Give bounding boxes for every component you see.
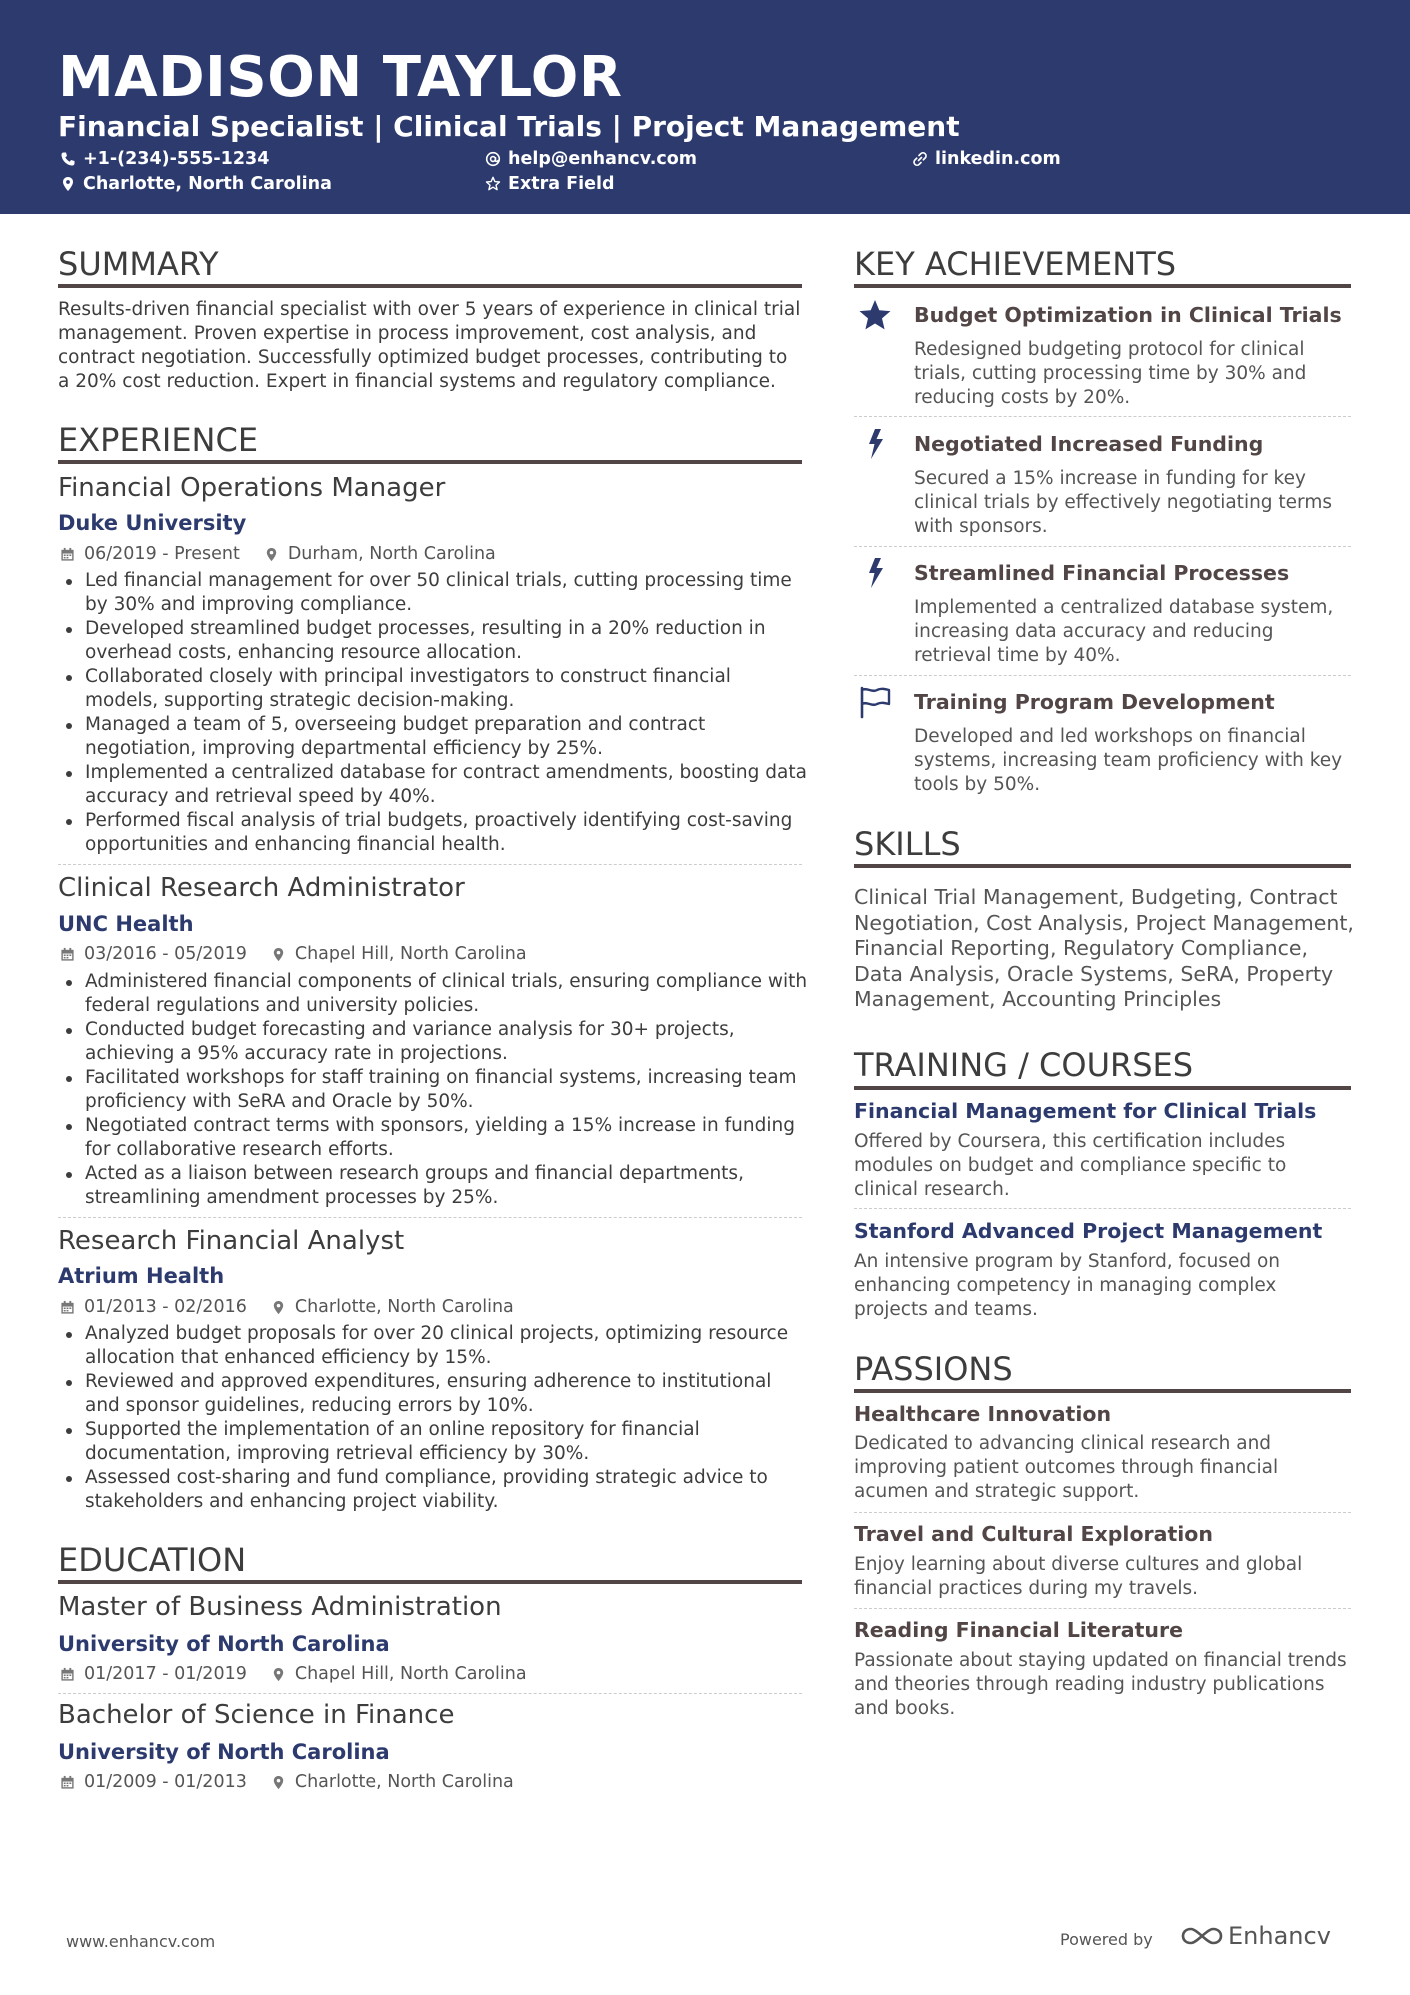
- job-meta: [60, 1296, 514, 1318]
- job-dates: 01/2013 - 02/2016: [84, 1297, 247, 1317]
- bullet-item: Collaborated closely with principal investigators to construct financial models, supporting strategic decision-making.: [58, 665, 808, 713]
- education-meta: [60, 1663, 527, 1685]
- achievement-separator: [854, 546, 1351, 547]
- contact-linkedin[interactable]: [912, 147, 1061, 171]
- training-divider: [854, 1086, 1351, 1090]
- candidate-headline: Financial Specialist | Clinical Trials | Project Management: [58, 110, 960, 143]
- passion-desc: Dedicated to advancing clinical research and improving patient outcomes through financial acumen and strategic support.: [854, 1433, 1279, 1502]
- phone-icon: [60, 151, 76, 167]
- bullet-item: Acted as a liaison between research groups and financial departments, streamlining amendment processes by 25%.: [58, 1162, 808, 1210]
- calendar-icon: [60, 1775, 75, 1790]
- candidate-name: MADISON TAYLOR: [58, 45, 623, 110]
- achievement-title: Budget Optimization in Clinical Trials: [914, 303, 1342, 327]
- achievement-title: Negotiated Increased Funding: [914, 432, 1264, 456]
- school-name: University of North Carolina: [58, 1632, 390, 1656]
- contact-location: [60, 172, 332, 196]
- infinity-logo-icon: [1180, 1924, 1224, 1948]
- education-location: Chapel Hill, North Carolina: [294, 1664, 527, 1684]
- skills-divider: [854, 864, 1351, 868]
- job-title: Clinical Research Administrator: [58, 873, 465, 903]
- bullet-item: Developed streamlined budget processes, resulting in a 20% reduction in overhead costs, enhancing resource allocation.: [58, 617, 808, 665]
- location-pin-icon: [271, 1775, 286, 1790]
- bullet-item: Reviewed and approved expenditures, ensuring adherence to institutional and sponsor guidelines, reducing errors by 10%.: [58, 1370, 808, 1418]
- contact-email[interactable]: [485, 147, 697, 171]
- job-title: Financial Operations Manager: [58, 473, 446, 503]
- experience-heading: EXPERIENCE: [58, 421, 259, 459]
- job-meta: [60, 943, 527, 965]
- job-separator: [58, 864, 802, 865]
- job-title: Research Financial Analyst: [58, 1226, 405, 1256]
- job-bullets: [58, 1322, 808, 1514]
- calendar-icon: [60, 547, 75, 562]
- education-dates: 01/2009 - 01/2013: [84, 1772, 247, 1792]
- passion-title: Healthcare Innovation: [854, 1402, 1112, 1426]
- bullet-item: Conducted budget forecasting and variance analysis for 30+ projects, achieving a 95% accuracy rate in projections.: [58, 1018, 808, 1066]
- summary-text: Results-driven financial specialist with over 5 years of experience in clinical trial management. Proven expertise in process improvement, cost analysis, and contract negotiation. Successfully optimized budget processes, contributing to a 20% cost reduction. Expert in financial systems and regulatory compliance.: [58, 299, 801, 392]
- achievement-title: Streamlined Financial Processes: [914, 561, 1290, 585]
- training-heading: TRAINING / COURSES: [854, 1046, 1194, 1084]
- flag-icon: [858, 685, 892, 719]
- education-separator: [58, 1693, 802, 1694]
- contact-phone[interactable]: [60, 147, 269, 171]
- education-divider: [58, 1580, 802, 1584]
- lightning-icon: [860, 556, 894, 590]
- bullet-item: Managed a team of 5, overseeing budget preparation and contract negotiation, improving departmental efficiency by 25%.: [58, 713, 808, 761]
- company-name: Duke University: [58, 511, 247, 535]
- summary-heading: SUMMARY: [58, 245, 219, 283]
- bullet-item: Supported the implementation of an online repository for financial documentation, improving retrieval efficiency by 30%.: [58, 1418, 808, 1466]
- bullet-item: Implemented a centralized database for contract amendments, boosting data accuracy and retrieval speed by 40%.: [58, 761, 808, 809]
- bullet-item: Negotiated contract terms with sponsors, yielding a 15% increase in funding for collaborative research efforts.: [58, 1114, 808, 1162]
- passion-separator: [854, 1512, 1351, 1513]
- company-name: Atrium Health: [58, 1264, 225, 1288]
- passion-title: Reading Financial Literature: [854, 1618, 1184, 1642]
- bullet-item: Facilitated workshops for staff training on financial systems, increasing team proficiency with SeRA and Oracle by 50%.: [58, 1066, 808, 1114]
- email-text: help@enhancv.com: [508, 149, 698, 169]
- bullet-item: Assessed cost-sharing and fund compliance, providing strategic advice to stakeholders and enhancing project viability.: [58, 1466, 808, 1514]
- bullet-item: Analyzed budget proposals for over 20 clinical projects, optimizing resource allocation that enhanced efficiency by 15%.: [58, 1322, 808, 1370]
- skills-heading: SKILLS: [854, 825, 961, 863]
- course-title: Financial Management for Clinical Trials: [854, 1099, 1317, 1123]
- bullet-item: Led financial management for over 50 clinical trials, cutting processing time by 30% and improving compliance.: [58, 569, 808, 617]
- star-icon: [858, 298, 892, 332]
- job-dates: 06/2019 - Present: [84, 544, 240, 564]
- star-outline-icon: [485, 176, 501, 192]
- achievement-desc: Implemented a centralized database system, increasing data accuracy and reducing retrieval time by 40%.: [914, 597, 1334, 666]
- location-pin-icon: [271, 1300, 286, 1315]
- passions-divider: [854, 1389, 1351, 1393]
- job-bullets: [58, 970, 808, 1210]
- passion-desc: Passionate about staying updated on financial trends and theories through reading industry publications and books.: [854, 1650, 1347, 1719]
- school-name: University of North Carolina: [58, 1740, 390, 1764]
- achievement-separator: [854, 675, 1351, 676]
- experience-divider: [58, 460, 802, 464]
- job-bullets: [58, 569, 808, 857]
- extra-text: Extra Field: [508, 174, 615, 194]
- education-heading: EDUCATION: [58, 1541, 247, 1579]
- passions-heading: PASSIONS: [854, 1350, 1013, 1388]
- phone-text: +1-(234)-555-1234: [83, 149, 270, 169]
- bullet-item: Performed fiscal analysis of trial budgets, proactively identifying cost-saving opportunities and enhancing financial health.: [58, 809, 808, 857]
- course-separator: [854, 1208, 1351, 1209]
- location-text: Charlotte, North Carolina: [83, 174, 332, 194]
- job-dates: 03/2016 - 05/2019: [84, 944, 247, 964]
- company-name: UNC Health: [58, 912, 194, 936]
- job-location: Charlotte, North Carolina: [294, 1297, 514, 1317]
- calendar-icon: [60, 1667, 75, 1682]
- skills-list: Clinical Trial Management, Budgeting, Contract Negotiation, Cost Analysis, Project Management, Financial Reporting, Regulatory Compliance, Data Analysis, Oracle Systems, SeRA, Property Management, Accounting Principles: [854, 885, 1354, 1011]
- achievement-desc: Redesigned budgeting protocol for clinical trials, cutting processing time by 30% and reducing costs by 20%.: [914, 339, 1307, 408]
- passion-desc: Enjoy learning about diverse cultures and global financial practices during my travels.: [854, 1554, 1303, 1599]
- job-separator: [58, 1217, 802, 1218]
- passion-separator: [854, 1608, 1351, 1609]
- link-icon: [912, 151, 928, 167]
- location-pin-icon: [60, 176, 76, 192]
- brand-name: Enhancv: [1228, 1922, 1331, 1950]
- summary-divider: [58, 284, 802, 288]
- bullet-item: Administered financial components of clinical trials, ensuring compliance with federal regulations and university policies.: [58, 970, 808, 1018]
- course-title: Stanford Advanced Project Management: [854, 1219, 1323, 1243]
- education-dates: 01/2017 - 01/2019: [84, 1664, 247, 1684]
- lightning-icon: [860, 427, 894, 461]
- linkedin-text: linkedin.com: [935, 149, 1061, 169]
- degree-title: Master of Business Administration: [58, 1592, 502, 1622]
- passion-title: Travel and Cultural Exploration: [854, 1522, 1213, 1546]
- achievement-desc: Secured a 15% increase in funding for key clinical trials by effectively negotiating terms with sponsors.: [914, 468, 1333, 537]
- job-location: Chapel Hill, North Carolina: [294, 944, 527, 964]
- achievements-heading: KEY ACHIEVEMENTS: [854, 245, 1177, 283]
- job-meta: [60, 543, 496, 565]
- calendar-icon: [60, 1300, 75, 1315]
- enhancv-logo[interactable]: [1180, 1922, 1331, 1950]
- degree-title: Bachelor of Science in Finance: [58, 1700, 455, 1730]
- powered-by-label: Powered by: [1060, 1930, 1153, 1949]
- footer-website-link[interactable]: www.enhancv.com: [66, 1932, 216, 1951]
- job-location: Durham, North Carolina: [287, 544, 496, 564]
- course-desc: An intensive program by Stanford, focused on enhancing competency in managing complex projects and teams.: [854, 1251, 1280, 1320]
- achievement-desc: Developed and led workshops on financial systems, increasing team proficiency with key tools by 50%.: [914, 726, 1343, 795]
- calendar-icon: [60, 947, 75, 962]
- contact-extra: [485, 172, 615, 196]
- course-desc: Offered by Coursera, this certification includes modules on budget and compliance specific to clinical research.: [854, 1131, 1287, 1200]
- education-meta: [60, 1771, 514, 1793]
- location-pin-icon: [264, 547, 279, 562]
- resume-header: [0, 0, 1410, 214]
- location-pin-icon: [271, 947, 286, 962]
- achievements-divider: [854, 284, 1351, 288]
- location-pin-icon: [271, 1667, 286, 1682]
- achievement-separator: [854, 416, 1351, 417]
- education-location: Charlotte, North Carolina: [294, 1772, 514, 1792]
- at-icon: [485, 151, 501, 167]
- achievement-title: Training Program Development: [914, 690, 1275, 714]
